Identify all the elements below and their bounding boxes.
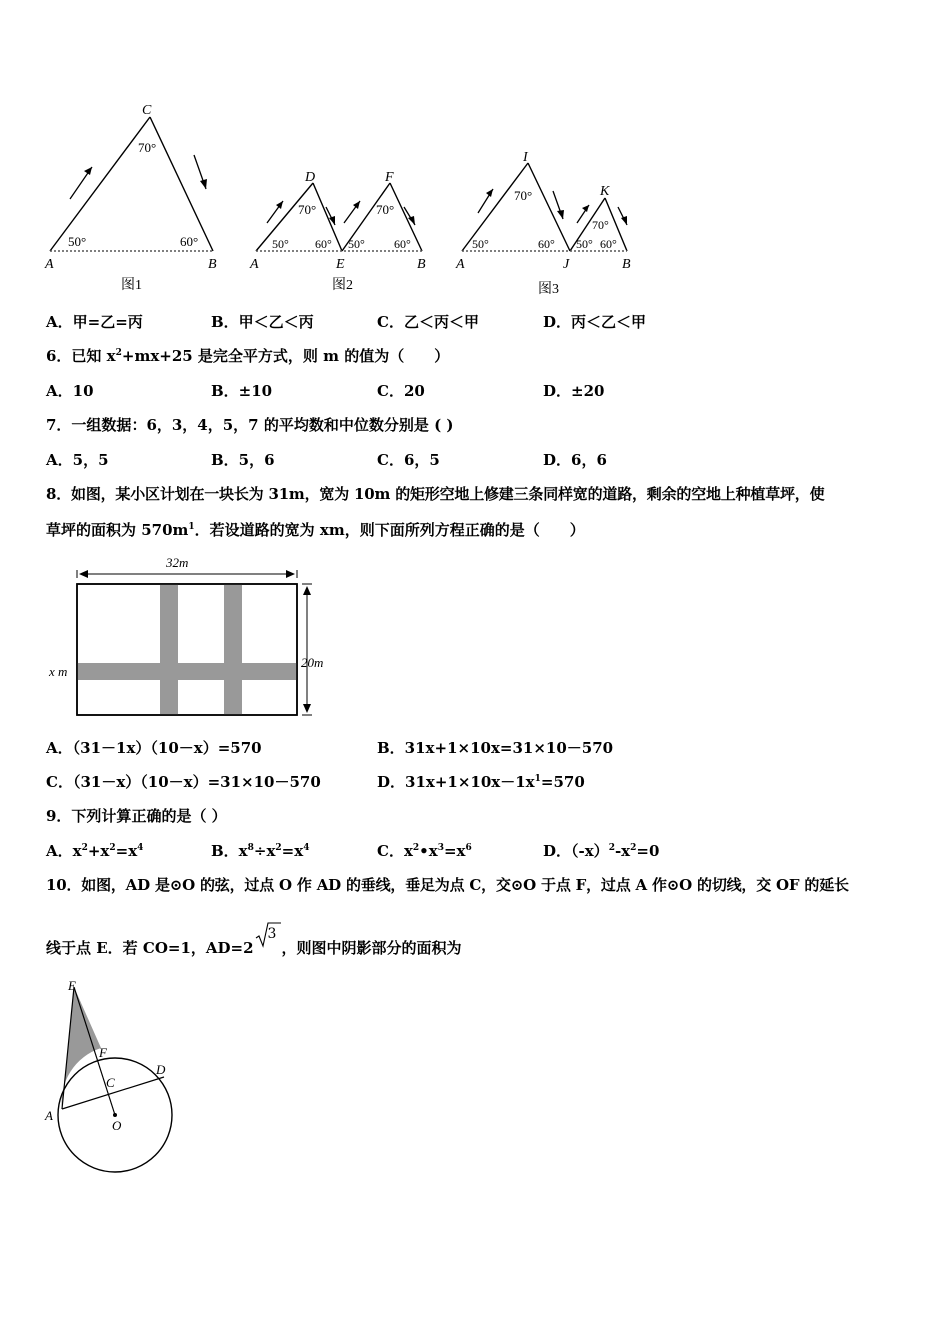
q10-label-c: C — [106, 1075, 115, 1090]
q6-stem-sup: 2 — [115, 348, 122, 358]
q8-road-label: x m — [49, 664, 68, 679]
fig3-label-k: K — [600, 184, 610, 199]
fig2-angle-a2: 60° — [315, 237, 332, 251]
fig2-angle-t2: 70° — [376, 202, 395, 217]
q10-label-f: F — [99, 1045, 107, 1060]
q5-figures — [30, 95, 690, 305]
figure-2 — [249, 170, 426, 293]
fig2-label-e: E — [336, 257, 345, 272]
q9-d-s2: 2 — [630, 843, 637, 853]
fig1-caption: 图1 — [121, 278, 142, 293]
q9-option-d — [543, 840, 659, 861]
fig1-label-b: B — [208, 257, 217, 272]
q9-a-s3: 4 — [137, 843, 144, 853]
q9-a-2: +x — [87, 842, 110, 860]
q9-stem: 9．下列计算正确的是（ ） — [46, 807, 227, 825]
q9-d-3: =0 — [636, 842, 660, 860]
fig1-label-c: C — [142, 103, 152, 118]
fig3-label-a: A — [456, 257, 465, 272]
q9-c-s1: 2 — [412, 843, 420, 853]
q6-option-a: A．10 — [46, 382, 94, 400]
fig3-label-j: J — [563, 257, 570, 272]
q8-stem-line2 — [46, 519, 585, 540]
q6-stem-pre: 6．已知 x — [46, 347, 116, 365]
q7-stem: 7．一组数据：6，3，4，5，7 的平均数和中位数分别是 ( ) — [46, 416, 454, 434]
q8-option-d-pre: D．31x+1×10x－1x — [377, 773, 535, 791]
q6-stem — [46, 345, 449, 366]
q9-b-s1: 8 — [247, 843, 254, 853]
fig3-angle-a2: 60° — [538, 237, 555, 251]
fig3-label-i: I — [523, 150, 528, 165]
q8-option-c: C．（31－x）（10－x）=31×10－570 — [46, 773, 321, 791]
q7-option-c: C．6，5 — [377, 451, 440, 469]
q8-option-d-post: =570 — [540, 773, 585, 791]
q8-line2-sup: 1 — [188, 522, 195, 532]
q8-line2-pre: 草坪的面积为 570m — [46, 521, 189, 539]
fig3-angle-a1: 50° — [472, 237, 489, 251]
q7-option-a: A．5，5 — [46, 451, 109, 469]
q5-option-c: C．乙＜丙＜甲 — [377, 313, 479, 331]
fig2-caption: 图2 — [332, 278, 353, 293]
q9-a-s2: 2 — [109, 843, 116, 853]
q9-d-2: -x — [614, 842, 631, 860]
q8-height-label: 20m — [301, 655, 324, 670]
q6-option-d: D．±20 — [543, 382, 605, 400]
q10-label-d: D — [156, 1062, 166, 1077]
q9-d-s1: 2 — [608, 843, 615, 853]
fig3-angle-t1: 70° — [514, 188, 533, 203]
q10-stem-line1: 10．如图，AD 是⊙O 的弦，过点 O 作 AD 的垂线，垂足为点 C，交⊙O 于点 F，过点 A 作⊙O 的切线，交 OF 的延长 — [46, 876, 849, 894]
q9-option-c — [377, 840, 472, 861]
q8-option-b: B．31x+1×10x=31×10－570 — [377, 739, 614, 757]
q10-stem-line2 — [46, 926, 462, 958]
fig2-label-b: B — [417, 257, 426, 272]
q10-figure — [40, 975, 200, 1185]
fig2-angle-a3: 50° — [348, 237, 365, 251]
q7-option-b: B．5，6 — [211, 451, 275, 469]
fig1-angle-b: 60° — [180, 234, 199, 249]
q9-c-3: =x — [443, 842, 466, 860]
q5-option-b: B．甲＜乙＜丙 — [211, 313, 314, 331]
fig3-caption: 图3 — [538, 282, 559, 297]
q6-option-b: B．±10 — [211, 382, 273, 400]
q9-c-2: •x — [419, 842, 438, 860]
q10-label-e: E — [68, 978, 76, 993]
q9-a-1: A．x — [46, 842, 82, 860]
q9-b-s3: 4 — [303, 843, 310, 853]
q10-root-value: 3 — [267, 926, 277, 942]
q9-d-1: D．（-x） — [543, 842, 609, 860]
fig3-angle-a4: 60° — [600, 237, 617, 251]
q9-c-s3: 6 — [465, 843, 472, 853]
fig2-label-a: A — [250, 257, 259, 272]
q9-b-s2: 2 — [275, 843, 282, 853]
fig2-angle-a1: 50° — [272, 237, 289, 251]
sqrt-symbol — [254, 926, 282, 954]
fig1-label-a: A — [45, 257, 54, 272]
q8-option-a: A．（31－1x）（10－x）=570 — [46, 739, 262, 757]
q9-a-s1: 2 — [81, 843, 88, 853]
q9-c-s2: 3 — [437, 843, 444, 853]
q9-option-a — [46, 840, 143, 861]
q10-line2-pre: 线于点 E．若 CO=1，AD=2 — [46, 939, 254, 957]
q5-option-a: A．甲=乙=丙 — [46, 313, 143, 331]
q9-c-1: C．x — [377, 842, 413, 860]
fig3-angle-t2: 70° — [592, 218, 609, 232]
q9-b-3: =x — [281, 842, 304, 860]
q9-a-3: =x — [115, 842, 138, 860]
fig1-angle-a: 50° — [68, 234, 87, 249]
q10-label-a: A — [45, 1108, 53, 1123]
q9-option-b — [211, 840, 309, 861]
q8-option-d — [377, 771, 585, 792]
q8-option-d-sup: 1 — [534, 774, 541, 784]
q6-option-c: C．20 — [377, 382, 425, 400]
figure-3 — [455, 150, 631, 297]
q8-figure — [44, 552, 344, 722]
fig3-label-b: B — [622, 257, 631, 272]
fig1-angle-c: 70° — [138, 140, 157, 155]
q8-stem-line1: 8．如图，某小区计划在一块长为 31m，宽为 10m 的矩形空地上修建三条同样宽的道路，剩余的空地上种植草坪，使 — [46, 485, 825, 503]
q9-b-2: ÷x — [253, 842, 276, 860]
fig2-angle-a4: 60° — [394, 237, 411, 251]
q5-option-d: D．丙＜乙＜甲 — [543, 313, 647, 331]
figure-1 — [44, 103, 217, 293]
fig2-label-f: F — [385, 170, 394, 185]
q8-width-label: 32m — [166, 555, 189, 570]
q10-label-o: O — [112, 1118, 122, 1133]
q6-stem-post: +mx+25 是完全平方式，则 m 的值为（ ） — [121, 347, 450, 365]
fig2-label-d: D — [305, 170, 316, 185]
fig2-angle-t1: 70° — [298, 202, 317, 217]
q8-line2-post: ．若设道路的宽为 xm，则下面所列方程正确的是（ ） — [194, 521, 585, 539]
q7-option-d: D．6，6 — [543, 451, 607, 469]
q9-b-1: B．x — [211, 842, 248, 860]
fig3-angle-a3: 50° — [576, 237, 593, 251]
q10-line2-post: ，则图中阴影部分的面积为 — [281, 939, 462, 957]
